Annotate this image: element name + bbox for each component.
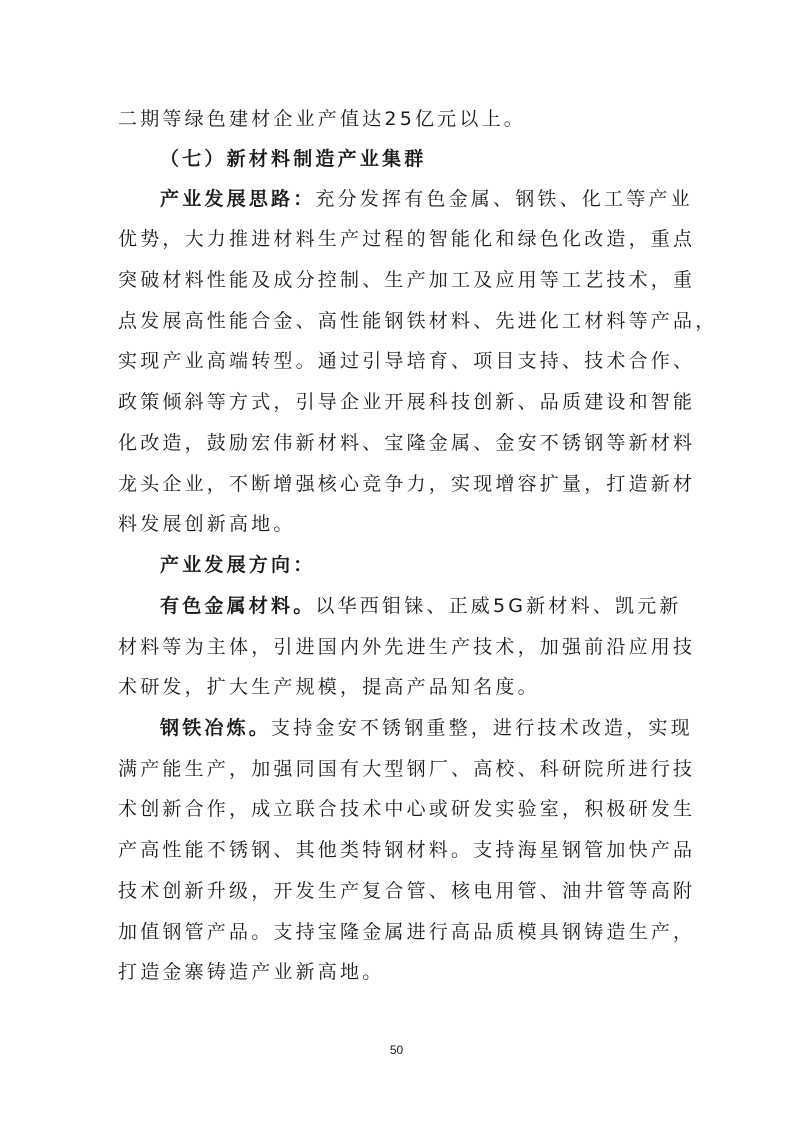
section-heading: （七）新材料制造产业集群 [160,148,427,170]
steel-line: 技术创新升级，开发生产复合管、核电用管、油井管等高附 [118,880,696,902]
idea-line: 点发展高性能合金、高性能钢铁材料、先进化工材料等产品， [118,310,718,332]
steel-line: 打造金寨铸造产业新高地。 [118,961,385,983]
steel-line: 产高性能不锈钢、其他类特钢材料。支持海星钢管加快产品 [118,839,696,861]
idea-line: 突破材料性能及成分控制、生产加工及应用等工艺技术，重 [118,269,696,291]
idea-line: 优势，大力推进材料生产过程的智能化和绿色化改造，重点 [118,228,696,250]
page-number: 50 [389,1043,404,1057]
idea-line: 料发展创新高地。 [118,513,296,535]
idea-paragraph-first-line [160,187,693,211]
nonferrous-line: 术研发，扩大生产规模，提高产品知名度。 [118,676,540,698]
idea-line: 化改造，鼓励宏伟新材料、宝隆金属、金安不锈钢等新材料 [118,432,696,454]
idea-line: 政策倾斜等方式，引导企业开展科技创新、品质建设和智能 [118,391,696,413]
nonferrous-label: 有色金属材料。 [160,595,316,617]
idea-label: 产业发展思路： [160,188,316,210]
steel-line: 加值钢管产品。支持宝隆金属进行高品质模具钢铸造生产， [118,921,696,943]
steel-line: 满产能生产，加强同国有大型钢厂、高校、科研院所进行技 [118,758,696,780]
idea-line: 实现产业高端转型。通过引导培育、项目支持、技术合作、 [118,350,696,372]
idea-line: 充分发挥有色金属、钢铁、化工等产业 [315,188,693,210]
nonferrous-line: 以华西钼铼、正威5G新材料、凯元新 [315,595,682,617]
steel-line: 支持金安不锈钢重整，进行技术改造，实现 [271,717,693,739]
nonferrous-paragraph-first-line [160,594,682,618]
nonferrous-line: 材料等为主体，引进国内外先进生产技术，加强前沿应用技 [118,636,696,658]
direction-heading: 产业发展方向： [160,554,316,576]
steel-line: 术创新合作，成立联合技术中心或研发实验室，积极研发生 [118,798,696,820]
idea-line: 龙头企业，不断增强核心竞争力，实现增容扩量，打造新材 [118,473,696,495]
steel-paragraph-first-line [160,716,693,740]
continuation-line: 二期等绿色建材企业产值达25亿元以上。 [118,108,526,130]
steel-label: 钢铁冶炼。 [160,717,272,739]
